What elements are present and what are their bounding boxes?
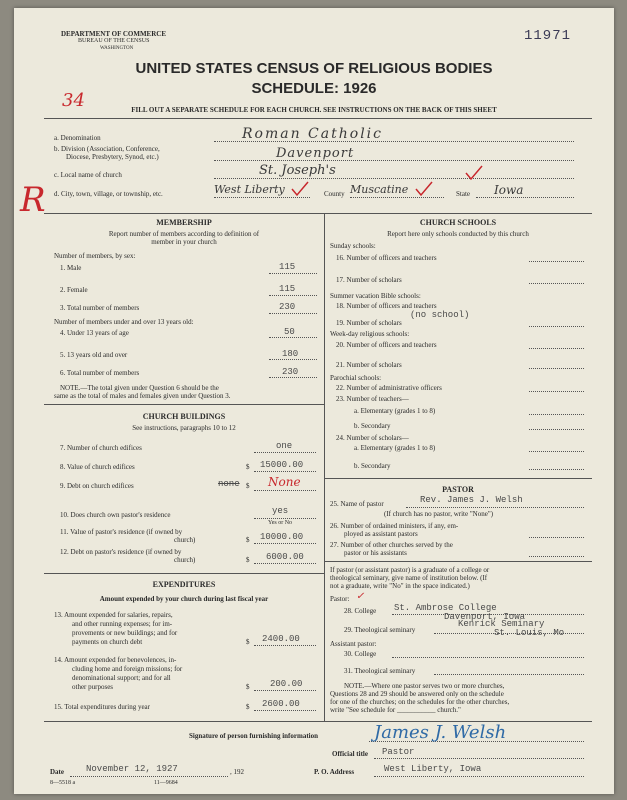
- pastor-note-3: for one of the churches; on the schedules for the other churches,: [330, 698, 510, 706]
- q27-label-1: 27. Number of other churches served by the: [330, 541, 453, 549]
- po-address-value: West Liberty, Iowa: [384, 764, 482, 774]
- po-address-label: P. O. Address: [314, 768, 355, 776]
- q21-label: 21. Number of scholars: [336, 361, 402, 369]
- check-mark-icon: [414, 180, 434, 198]
- membership-subtitle-2: member in your church: [151, 238, 217, 246]
- buildings-title: CHURCH BUILDINGS: [142, 412, 226, 421]
- q28-value-city: Davenport, Iowa: [444, 612, 526, 622]
- membership-title: MEMBERSHIP: [156, 218, 212, 227]
- form-code-2: 11—9684: [154, 780, 178, 786]
- graduate-note-2: theological seminary, give name of institution below. (If: [330, 574, 488, 582]
- city-town-label: d. City, town, village, or township, etc.: [54, 190, 163, 198]
- q9-struck-value: none: [218, 479, 240, 489]
- denomination-label: a. Denomination: [54, 134, 101, 142]
- q11-value: 10000.00: [260, 532, 304, 542]
- q27-label-2: pastor or his assistants: [344, 549, 407, 557]
- q11-label-2: church): [174, 536, 196, 544]
- q9-value: None: [268, 475, 301, 489]
- q17-label: 17. Number of scholars: [336, 276, 402, 284]
- census-form-sheet: DEPARTMENT OF COMMERCE BUREAU OF THE CENSUS WASHINGTON 11971 UNITED STATES CENSUS OF RELIGIOUS BODIES SCHEDULE: 1926 34 FILL OUT A SEPARATE SCHEDULE FOR EACH CHURCH. SEE INSTRUCTIONS ON THE BACK OF THIS SHEET R a. Denomination Roman Catholic b. Division (Association, Conference, Diocese, Presbytery, Synod, etc.) Davenport c. Local name of church St. Joseph's d. City, town, village, or township, etc. West Liberty County Muscatine State Iowa MEMBERSHIP Report number of members according to definition of member in your church Number of members, by sex: 1. Male 115 2. Female 115 3. Total number of members 230 Number of members under and over 13 years old: 4. Under 13 years of age 50 5. 13 years old and over 180 6. Total number of members 230 NOTE.—The total given under Question 6 should be the same as the total of males and females given under Question 3. CHURCH BUILDINGS See instructions, paragraphs 10 to 12 7. Number of church edifices one 8. Value of church edifices $ 15000.00 9. Debt on church edifices $ none None 10. Does church own pastor's residence yes Yes or No 11. Value of pastor's residence (if owned by church) $ 10000.00 12. Debt on pastor's residence (if owned by church) $ 6000.00 EXPENDITURES Amount expended by your church during last fiscal year 13. Amount expended for salaries, repairs, and other running expenses; for im- provements or new buildings; and for payments on church debt $ 2400.00 14. Amount expended for benevolences, in- cluding home and foreign missions; for denominational support; and for all other purposes $ 200.00 15. Total expenditures during year $ 2600.00 CHURCH SCHOOLS Report here only schools conducted by this church Sunday schools: 16. Number of officers and teachers 17. Number of scholars Summer vacation Bible schools: 18. Number of officers and teachers (no school) 19. Number of scholars Week-day religious schools: 20. Number of officers and teachers 21. Number of scholars Parochial schools: 22. Number of administrative officers 23. Number of teachers— a. Elementary (grades 1 to 8) b. Secondary 24. Number of scholars— a. Elementary (grades 1 to 8) b. Secondary PASTOR 25. Name of pastor Rev. James J. Welsh (If church has no pastor, write "None") 26. Number of ordained ministers, if any, em- ployed as assistant pastors 27. Number of other churches served by the pastor or his assistants If pastor (or assistant pastor) is a graduate of a college or theological seminary, give name of institution below. (If not a graduate, write "No" in the space indicated.) Pastor: ✓ 28. College St. Ambrose College Davenport, Iowa 29. Theological seminary Kenrick Seminary St. Louis, Mo Assistant pastor: 30. College 31. Theological seminary NOTE.—Where one pastor serves two or more churches, Questions 28 and 29 should be answered only on the schedule for one of the churches; on the schedules for the other churches, write "See schedule for ___________ church." Signature of person furnishing information James J. Welsh Official title Pastor Date November 12, 1927 , 192 P. O. Address West Liberty, Iowa 8—5518 a 11—9684: [14, 8, 614, 794]
- q23b-label: b. Secondary: [354, 422, 391, 430]
- q3-label: 3. Total number of members: [60, 304, 140, 312]
- state-value: Iowa: [494, 183, 524, 197]
- pastor-label: Pastor:: [330, 595, 350, 603]
- dollar-sign: $: [246, 556, 250, 564]
- county-value: Muscatine: [350, 183, 409, 196]
- q12-label-1: 12. Debt on pastor's residence (if owned by: [60, 548, 182, 556]
- q25-hint: (If church has no pastor, write "None"): [384, 510, 494, 518]
- local-name-value: St. Joseph's: [259, 163, 336, 178]
- city-label: WASHINGTON: [100, 46, 134, 51]
- denomination-value: Roman Catholic: [242, 126, 383, 142]
- division-label-2: Diocese, Presbytery, Synod, etc.): [66, 153, 159, 161]
- q23-label: 23. Number of teachers—: [336, 395, 409, 403]
- q28-value: St. Ambrose College: [394, 603, 497, 613]
- q13-label-2: and other running expenses; for im-: [72, 620, 173, 628]
- q1-label: 1. Male: [60, 264, 82, 272]
- q26-label-2: ployed as assistant pastors: [344, 530, 418, 538]
- q14-label-1: 14. Amount expended for benevolences, in-: [54, 656, 177, 664]
- pastor-note-4: write "See schedule for ___________ church.": [330, 706, 461, 714]
- q24-label: 24. Number of scholars—: [336, 434, 409, 442]
- division-label-1: b. Division (Association, Conference,: [54, 145, 160, 153]
- age-label: Number of members under and over 13 years old:: [54, 318, 194, 326]
- assistant-label: Assistant pastor:: [330, 640, 377, 648]
- pastor-note-1: NOTE.—Where one pastor serves two or more churches,: [344, 682, 505, 690]
- q7-value: one: [276, 441, 293, 451]
- q5-label: 5. 13 years old and over: [60, 351, 128, 359]
- pastor-note-2: Questions 28 and 29 should be answered only on the schedule: [330, 690, 504, 698]
- expenditures-subtitle: Amount expended by your church during last fiscal year: [99, 595, 269, 603]
- serial-number: 11971: [524, 28, 572, 44]
- q15-value: 2600.00: [262, 699, 300, 709]
- q9-label: 9. Debt on church edifices: [60, 482, 134, 490]
- date-year: , 192: [230, 768, 244, 776]
- graduate-note-1: If pastor (or assistant pastor) is a graduate of a college or: [330, 566, 490, 574]
- membership-note-2: same as the total of males and females given under Question 3.: [54, 392, 231, 400]
- county-label: County: [324, 190, 345, 198]
- local-name-label: c. Local name of church: [54, 171, 122, 179]
- q31-label: 31. Theological seminary: [344, 667, 416, 675]
- sunday-label: Sunday schools:: [330, 242, 376, 250]
- q8-label: 8. Value of church edifices: [60, 463, 135, 471]
- q14-label-3: denominational support; and for all: [72, 674, 171, 682]
- q4-label: 4. Under 13 years of age: [60, 329, 129, 337]
- q11-label-1: 11. Value of pastor's residence (if owned by: [60, 528, 183, 536]
- q1-value: 115: [279, 262, 296, 272]
- q13-label-4: payments on church debt: [72, 638, 143, 646]
- q2-value: 115: [279, 284, 296, 294]
- q14-label-4: other purposes: [72, 683, 114, 691]
- schools-title: CHURCH SCHOOLS: [419, 218, 497, 227]
- dollar-sign: $: [246, 463, 250, 471]
- schedule-title: SCHEDULE: 1926: [251, 80, 377, 97]
- q2-label: 2. Female: [60, 286, 88, 294]
- q26-label-1: 26. Number of ordained ministers, if any, em-: [330, 522, 459, 530]
- date-value: November 12, 1927: [86, 764, 178, 774]
- department-label: DEPARTMENT OF COMMERCE: [61, 30, 167, 38]
- official-title-value: Pastor: [382, 747, 415, 757]
- signature-label: Signature of person furnishing information: [189, 732, 318, 740]
- q15-label: 15. Total expenditures during year: [54, 703, 150, 711]
- yes-no-hint: Yes or No: [268, 520, 293, 526]
- q10-label: 10. Does church own pastor's residence: [60, 511, 171, 519]
- q18-value: (no school): [410, 310, 470, 320]
- q29-value-city: St. Louis, Mo: [494, 628, 565, 638]
- bureau-label: BUREAU OF THE CENSUS: [78, 38, 150, 44]
- membership-note-1: NOTE.—The total given under Question 6 should be the: [60, 384, 219, 392]
- q6-value: 230: [282, 367, 299, 377]
- form-code-1: 8—5518 a: [50, 780, 76, 786]
- q14-label-2: cluding home and foreign missions; for: [72, 665, 183, 673]
- q13-label-3: provements or new buildings; and for: [72, 629, 178, 637]
- q13-value: 2400.00: [262, 634, 300, 644]
- form-title: UNITED STATES CENSUS OF RELIGIOUS BODIES: [135, 60, 493, 77]
- q28-label: 28. College: [344, 607, 377, 615]
- buildings-subtitle: See instructions, paragraphs 10 to 12: [132, 424, 236, 432]
- expenditures-title: EXPENDITURES: [152, 580, 216, 589]
- weekday-label: Week-day religious schools:: [330, 330, 410, 338]
- handwritten-number: 34: [62, 90, 85, 111]
- division-value: Davenport: [276, 146, 355, 161]
- q22-label: 22. Number of administrative officers: [336, 384, 442, 392]
- signature-value: James J. Welsh: [374, 722, 507, 743]
- state-label: State: [456, 190, 470, 198]
- check-mark-icon: [290, 180, 310, 198]
- q19-label: 19. Number of scholars: [336, 319, 402, 327]
- q12-label-2: church): [174, 556, 196, 564]
- q20-label: 20. Number of officers and teachers: [336, 341, 437, 349]
- city-value: West Liberty: [214, 183, 285, 196]
- q18-label: 18. Number of officers and teachers: [336, 302, 437, 310]
- sex-label: Number of members, by sex:: [54, 252, 136, 260]
- q13-label-1: 13. Amount expended for salaries, repairs,: [54, 611, 173, 619]
- q5-value: 180: [282, 349, 299, 359]
- dollar-sign: $: [246, 703, 250, 711]
- q10-value: yes: [272, 506, 289, 516]
- red-r-mark: R: [20, 180, 46, 220]
- q25-value: Rev. James J. Welsh: [420, 495, 523, 505]
- q7-label: 7. Number of church edifices: [60, 444, 142, 452]
- summer-label: Summer vacation Bible schools:: [330, 292, 421, 300]
- q30-label: 30. College: [344, 650, 377, 658]
- pastor-title: PASTOR: [442, 485, 474, 494]
- date-label: Date: [50, 768, 64, 776]
- q23a-label: a. Elementary (grades 1 to 8): [354, 407, 436, 415]
- graduate-note-3: not a graduate, write "No" in the space indicated.): [330, 582, 470, 590]
- instruction-line: FILL OUT A SEPARATE SCHEDULE FOR EACH CHURCH. SEE INSTRUCTIONS ON THE BACK OF THIS SHEET: [131, 106, 497, 114]
- dollar-sign: $: [246, 482, 250, 490]
- q24a-label: a. Elementary (grades 1 to 8): [354, 444, 436, 452]
- q29-label: 29. Theological seminary: [344, 626, 416, 634]
- dollar-sign: $: [246, 536, 250, 544]
- q12-value: 6000.00: [266, 552, 304, 562]
- q14-value: 200.00: [270, 679, 303, 689]
- q29-value: Kenrick Seminary: [458, 619, 545, 629]
- official-title-label: Official title: [332, 750, 368, 758]
- membership-subtitle-1: Report number of members according to definition of: [108, 230, 260, 238]
- q16-label: 16. Number of officers and teachers: [336, 254, 437, 262]
- parochial-label: Parochial schools:: [330, 374, 382, 382]
- schools-subtitle: Report here only schools conducted by this church: [387, 230, 529, 238]
- q25-label: 25. Name of pastor: [330, 500, 384, 508]
- dollar-sign: $: [246, 683, 250, 691]
- q3-value: 230: [279, 302, 296, 312]
- q6-label: 6. Total number of members: [60, 369, 140, 377]
- dollar-sign: $: [246, 638, 250, 646]
- q24b-label: b. Secondary: [354, 462, 391, 470]
- q8-value: 15000.00: [260, 460, 304, 470]
- q4-value: 50: [284, 327, 295, 337]
- check-mark-icon: [464, 164, 484, 182]
